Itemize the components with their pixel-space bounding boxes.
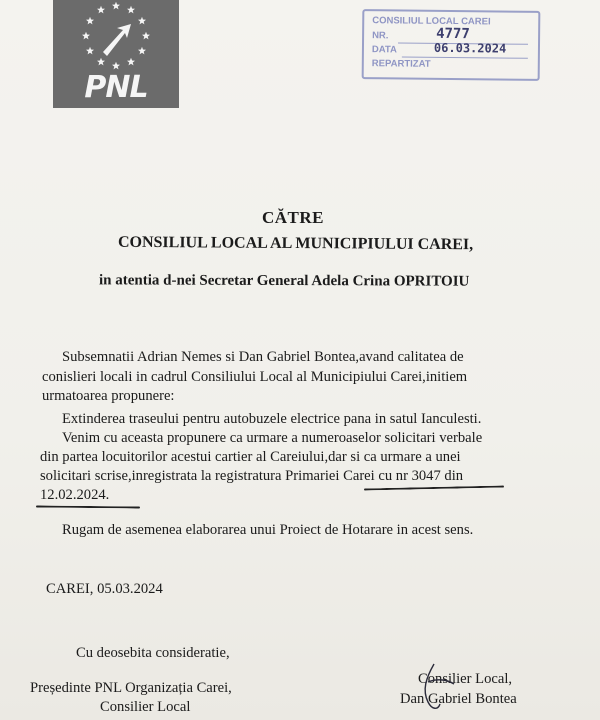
logo-star-icon [127,6,135,14]
stamp-data-label: DATA [371,44,397,56]
place-date: CAREI, 05.03.2024 [46,581,163,597]
stamp-nr-value: 4777 [436,25,470,43]
closing: Cu deosebita consideratie, [76,645,230,661]
signature-right-line-2: Dan Gabriel Bontea [400,691,517,707]
logo-star-icon [138,47,146,55]
stamp-data-value: 06.03.2024 [433,40,507,56]
body-line-6: din partea locuitorilor acestui cartier al Careiului,dar si ca urmare a unei [40,449,461,465]
logo-star-icon [97,6,105,14]
body-line-5: Venim cu aceasta propunere ca urmare a numeroaselor solicitari verbale [62,430,483,446]
heading-to: CĂTRE [262,208,325,227]
logo-star-icon [138,17,146,25]
handwritten-underline-2 [36,505,140,508]
logo-star-icon [86,17,94,25]
heading-council: CONSILIUL LOCAL AL MUNICIPIULUI CAREI, [117,233,474,254]
heading-attention: in atentia d-nei Secretar General Adela Crina OPRITOIU [98,272,470,290]
body-line-3: urmatoarea propunere: [42,388,175,404]
logo-star-icon [112,62,120,70]
body-line-2: conislieri locali in cadrul Consiliului Local al Municipiului Carei,initiem [42,369,468,385]
logo-text: PNL [84,70,148,105]
pnl-logo [53,0,179,108]
body-line-1: Subsemnatii Adrian Nemes si Dan Gabriel Bontea,avand calitatea de [62,349,464,365]
logo-star-icon [112,2,120,10]
logo-star-icon [82,32,90,40]
signature-right-line-1: Consilier Local, [418,671,513,687]
stamp-nr-label: NR. [372,30,389,42]
stamp-header: CONSILIUL LOCAL CAREI [372,15,491,28]
logo-star-icon [127,58,135,66]
body-request: Rugam de asemenea elaborarea unui Proiect de Hotarare in acest sens. [62,522,474,538]
signature-left-line-2: Consilier Local [100,699,191,715]
signature-scribble [404,660,464,716]
stamp-dept-label: REPARTIZAT [371,58,431,70]
body-line-8: 12.02.2024. [40,487,110,503]
body-line-7: solicitari scrise,inregistrata la registratura Primariei Carei cu nr 3047 din [40,468,464,484]
registration-stamp [362,9,541,81]
logo-star-icon [86,47,94,55]
signature-left-line-1: Președinte PNL Organizația Carei, [30,680,232,696]
handwritten-underline-1 [364,486,504,491]
body-line-4: Extinderea traseului pentru autobuzele electrice pana in satul Ianculesti. [62,411,482,427]
logo-star-icon [142,32,150,40]
logo-star-icon [97,58,105,66]
